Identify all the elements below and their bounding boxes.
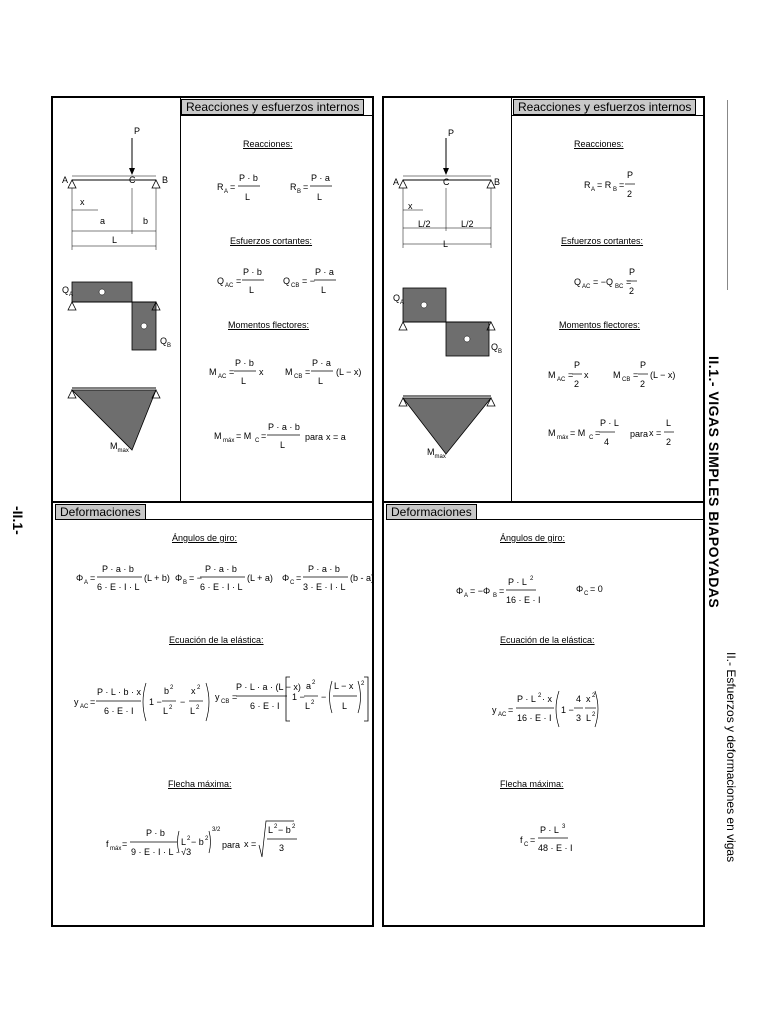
svg-text:L: L (163, 706, 169, 716)
svg-text:L: L (249, 285, 255, 295)
svg-text:2: 2 (187, 836, 191, 842)
svg-text:16 · E · I: 16 · E · I (517, 713, 552, 723)
left-divider (180, 97, 181, 502)
svg-text:x: x (191, 686, 196, 696)
svg-text:L: L (305, 701, 311, 711)
svg-text:− b: − b (191, 837, 204, 847)
svg-text:CB: CB (221, 699, 230, 705)
svg-text:2: 2 (312, 680, 316, 686)
svg-text:(L + b): (L + b) (144, 573, 170, 583)
svg-text:3/2: 3/2 (212, 827, 221, 833)
svg-text:=: = (568, 370, 574, 380)
left-section-line (52, 501, 373, 503)
svg-text:2: 2 (629, 286, 635, 296)
svg-text:Φ: Φ (76, 573, 84, 583)
right-label-A: A (393, 177, 400, 187)
right-header-line (512, 115, 704, 116)
svg-text:=: = (305, 367, 311, 377)
svg-text:Φ: Φ (576, 584, 584, 594)
left-tab-deformations: Deformaciones (55, 504, 146, 520)
svg-text:=: = (261, 431, 267, 441)
left-label-L: L (112, 235, 118, 245)
left-formula-moment (205, 353, 365, 393)
svg-text:M: M (548, 370, 556, 380)
page-number: -II.1- (10, 506, 26, 535)
svg-text:P · L: P · L (508, 577, 527, 587)
svg-text:AC: AC (557, 377, 566, 383)
svg-text:L: L (318, 376, 324, 386)
svg-text:A: A (591, 187, 596, 193)
right-heading-cortantes: Esfuerzos cortantes: (561, 236, 644, 246)
left-heading-giro: Ángulos de giro: (172, 533, 238, 543)
svg-text:x: x (584, 370, 589, 380)
svg-text:−: − (321, 692, 327, 702)
svg-text:1 −: 1 − (561, 705, 574, 715)
right-heading-momentos: Momentos flectores: (559, 320, 641, 330)
svg-text:3 · E · I · L: 3 · E · I · L (303, 582, 346, 592)
left-label-QB: $Q_B$ (160, 336, 172, 349)
svg-text:B: B (493, 593, 498, 599)
right-moment-area (403, 398, 491, 454)
svg-text:2: 2 (640, 379, 646, 389)
svg-text:=: = (633, 370, 639, 380)
svg-text:L: L (245, 192, 251, 202)
svg-text:9 · E · I · L · √3: 9 · E · I · L · √3 (131, 847, 192, 857)
svg-text:B: B (297, 189, 302, 195)
svg-text:L: L (181, 837, 187, 847)
svg-text:P · b: P · b (243, 267, 262, 277)
svg-text:(L + a): (L + a) (247, 573, 273, 583)
svg-text:= −: = − (189, 573, 203, 583)
svg-text:L: L (342, 701, 348, 711)
right-tab-reactions: Reacciones y esfuerzos internos (513, 99, 696, 115)
svg-text:= R: = R (597, 180, 612, 190)
svg-text:R: R (584, 180, 591, 190)
svg-text:=: = (530, 835, 536, 845)
svg-text:(b - a): (b - a) (350, 573, 375, 583)
svg-text:b: b (164, 686, 170, 696)
svg-text:= M: = M (570, 428, 586, 438)
svg-text:C: C (589, 435, 594, 441)
svg-text:6 · E · I · L: 6 · E · I · L (97, 582, 140, 592)
svg-text:máx: máx (110, 846, 122, 852)
left-para-2: para (222, 840, 241, 850)
svg-text:f: f (106, 839, 109, 849)
svg-text:y: y (215, 692, 220, 702)
svg-text:Φ: Φ (456, 586, 464, 596)
right-def-line (459, 519, 704, 520)
side-rule (727, 100, 728, 290)
left-heading-reacciones: Reacciones: (243, 139, 293, 149)
svg-text:=: = (122, 839, 128, 849)
svg-text:R: R (290, 182, 297, 192)
svg-text:2: 2 (170, 685, 174, 691)
svg-text:= −Q: = −Q (593, 277, 614, 287)
svg-text:P · a · b: P · a · b (308, 564, 340, 574)
svg-text:Q: Q (574, 277, 582, 287)
svg-text:A: A (224, 189, 229, 195)
right-formula-flecha (518, 819, 578, 863)
svg-text:L: L (268, 825, 274, 835)
right-formula-shear (572, 263, 652, 303)
left-label-P: P (134, 126, 141, 136)
left-formula-reactions (212, 168, 362, 208)
svg-text:y: y (492, 705, 497, 715)
svg-text:Q: Q (217, 276, 225, 286)
left-formula-flecha (104, 817, 304, 867)
right-section-line (383, 501, 704, 503)
right-formula-reactions (580, 166, 660, 206)
right-tab-deformations: Deformaciones (386, 504, 477, 520)
left-label-A: A (62, 175, 69, 185)
svg-text:(L − x): (L − x) (336, 367, 362, 377)
svg-text:P · a · b: P · a · b (102, 564, 134, 574)
right-formula-mmax (545, 414, 619, 454)
svg-text:2: 2 (592, 693, 596, 699)
left-tab-reactions: Reacciones y esfuerzos internos (181, 99, 364, 115)
svg-text:6 · E · I: 6 · E · I (250, 701, 280, 711)
svg-text:x =: x = (244, 839, 257, 849)
svg-text:=: = (508, 705, 514, 715)
svg-text:Q: Q (283, 276, 291, 286)
svg-text:2: 2 (169, 705, 173, 711)
svg-text:3: 3 (562, 824, 566, 830)
svg-text:M: M (548, 428, 556, 438)
svg-text:L: L (666, 418, 672, 428)
svg-text:P: P (574, 360, 581, 370)
right-label-QB: $Q_B$ (491, 342, 503, 355)
svg-text:CB: CB (291, 283, 300, 289)
svg-text:=: = (236, 276, 242, 286)
svg-text:L: L (586, 713, 592, 723)
left-label-QA: $Q_A$ (62, 285, 74, 298)
svg-text:=: = (90, 697, 96, 707)
right-para: para (630, 429, 649, 439)
svg-text:· x: · x (542, 694, 552, 704)
left-label-x: x (80, 197, 85, 207)
svg-text:6 · E · I · L: 6 · E · I · L (200, 582, 243, 592)
svg-text:4: 4 (576, 694, 582, 704)
svg-text:AC: AC (582, 284, 591, 290)
right-label-L: L (443, 239, 449, 249)
svg-text:=: = (90, 573, 96, 583)
svg-text:1 −: 1 − (149, 697, 162, 707)
svg-text:2: 2 (592, 712, 596, 718)
svg-text:P: P (640, 360, 647, 370)
right-label-QA: $Q_A$ (393, 293, 405, 306)
svg-text:2: 2 (574, 379, 580, 389)
right-divider (511, 97, 512, 502)
right-label-Mmax: $M_{max}$ (427, 447, 446, 460)
svg-text:AC: AC (218, 374, 227, 380)
svg-text:=: = (595, 428, 601, 438)
svg-text:M: M (209, 367, 217, 377)
left-label-C: C (129, 175, 136, 185)
left-para-1: para (305, 432, 324, 442)
left-heading-flecha: Flecha máxima: (168, 779, 232, 789)
right-heading-reacciones: Reacciones: (574, 139, 624, 149)
svg-text:P · a · b: P · a · b (205, 564, 237, 574)
svg-text:M: M (613, 370, 621, 380)
svg-text:P · L · b · x: P · L · b · x (97, 687, 142, 697)
svg-text:x: x (586, 694, 591, 704)
svg-text:BC: BC (615, 284, 624, 290)
svg-text:R: R (217, 182, 224, 192)
svg-text:2: 2 (530, 576, 534, 582)
left-label-b: b (143, 216, 149, 226)
svg-text:=: = (619, 180, 625, 190)
left-header-line (181, 115, 373, 116)
svg-text:2: 2 (196, 705, 200, 711)
svg-text:L: L (280, 440, 286, 450)
svg-text:2: 2 (361, 681, 365, 687)
svg-text:1 −: 1 − (292, 692, 305, 702)
left-formula-shear (212, 264, 362, 300)
svg-text:2: 2 (292, 824, 296, 830)
left-heading-cortantes: Esfuerzos cortantes: (230, 236, 313, 246)
svg-text:C: C (524, 842, 529, 848)
svg-text:x =: x = (649, 428, 662, 438)
right-formula-elastica (490, 683, 600, 733)
svg-text:P · a · b: P · a · b (268, 422, 300, 432)
svg-text:L: L (321, 285, 327, 295)
svg-text:P · L: P · L (517, 694, 536, 704)
svg-text:P · b: P · b (235, 358, 254, 368)
svg-text:B: B (613, 187, 618, 193)
right-label-L2b: L/2 (461, 219, 474, 229)
svg-text:48 · E · I: 48 · E · I (538, 843, 573, 853)
right-label-P: P (448, 128, 455, 138)
right-heading-flecha: Flecha máxima: (500, 779, 564, 789)
svg-text:P: P (627, 170, 634, 180)
svg-text:L − x: L − x (334, 681, 354, 691)
svg-text:a: a (306, 681, 312, 691)
left-label-Mmax: $M_{max}$ (110, 441, 129, 454)
svg-text:=: = (232, 692, 238, 702)
right-heading-giro: Ángulos de giro: (500, 533, 566, 543)
svg-text:=: = (499, 586, 505, 596)
svg-text:y: y (74, 697, 79, 707)
svg-text:=: = (626, 277, 632, 287)
svg-text:6 · E · I: 6 · E · I (104, 706, 134, 716)
svg-text:Φ: Φ (175, 573, 183, 583)
svg-text:= M: = M (236, 431, 252, 441)
svg-text:CB: CB (294, 374, 303, 380)
svg-text:2: 2 (205, 836, 209, 842)
right-x-eq-L2 (648, 414, 676, 454)
svg-text:L: L (190, 706, 196, 716)
right-heading-elastica: Ecuación de la elástica: (500, 635, 595, 645)
svg-text:−: − (180, 697, 186, 707)
svg-text:= −: = − (302, 276, 316, 286)
chapter-title: II.- Esfuerzos y deformaciones en vigas (724, 652, 738, 863)
right-beam-diagram (383, 118, 511, 463)
left-heading-elastica: Ecuación de la elástica: (169, 635, 264, 645)
svg-text:C: C (255, 438, 260, 444)
svg-text:− b: − b (278, 825, 291, 835)
svg-text:máx: máx (557, 435, 569, 441)
svg-text:P · a: P · a (311, 173, 330, 183)
right-formula-moment (545, 356, 680, 396)
svg-text:= 0: = 0 (590, 584, 603, 594)
svg-text:A: A (464, 593, 469, 599)
left-label-a: a (100, 216, 106, 226)
svg-text:AC: AC (225, 283, 234, 289)
left-formula-angles (72, 557, 375, 601)
right-label-B: B (494, 177, 501, 187)
left-formula-mmax (210, 417, 310, 457)
left-def-line (128, 519, 373, 520)
svg-text:A: A (84, 580, 89, 586)
svg-text:P · a: P · a (315, 267, 334, 277)
right-label-C: C (443, 177, 450, 187)
svg-text:(L − x): (L − x) (650, 370, 676, 380)
svg-text:2: 2 (538, 693, 542, 699)
svg-text:=: = (303, 182, 309, 192)
svg-text:AC: AC (80, 704, 89, 710)
svg-text:= −Φ: = −Φ (470, 586, 491, 596)
left-x-eq-a: x = a (326, 432, 346, 442)
svg-text:CB: CB (622, 377, 631, 383)
svg-text:B: B (183, 580, 188, 586)
svg-text:P · b: P · b (239, 173, 258, 183)
right-label-x: x (408, 201, 413, 211)
svg-text:f: f (520, 835, 523, 845)
svg-text:4: 4 (604, 437, 610, 447)
svg-text:P: P (629, 267, 636, 277)
svg-text:2: 2 (311, 700, 315, 706)
svg-text:3: 3 (576, 713, 582, 723)
svg-text:AC: AC (498, 712, 507, 718)
svg-text:Φ: Φ (282, 573, 290, 583)
svg-text:2: 2 (666, 437, 672, 447)
svg-text:x: x (259, 367, 264, 377)
svg-text:L: L (317, 192, 323, 202)
svg-text:=: = (230, 182, 236, 192)
svg-text:L: L (241, 376, 247, 386)
svg-text:2: 2 (197, 685, 201, 691)
svg-text:=: = (296, 573, 302, 583)
svg-text:3: 3 (279, 843, 285, 853)
section-title: II.1.- VIGAS SIMPLES BIAPOYADAS (706, 356, 722, 609)
svg-text:máx: máx (223, 438, 235, 444)
left-label-B: B (162, 175, 169, 185)
svg-text:P · a: P · a (312, 358, 331, 368)
svg-text:P · L: P · L (600, 418, 619, 428)
svg-text:C: C (290, 580, 295, 586)
svg-text:C: C (584, 591, 589, 597)
svg-text:P · L · a · (L − x): P · L · a · (L − x) (236, 682, 301, 692)
left-formula-elastica (70, 673, 370, 729)
svg-text:P · L: P · L (540, 825, 559, 835)
right-label-L2a: L/2 (418, 219, 431, 229)
svg-text:=: = (229, 367, 235, 377)
left-heading-momentos: Momentos flectores: (228, 320, 310, 330)
right-formula-angles (456, 570, 616, 614)
svg-text:P · b: P · b (146, 828, 165, 838)
svg-text:M: M (214, 431, 222, 441)
svg-text:M: M (285, 367, 293, 377)
svg-text:2: 2 (627, 189, 633, 199)
svg-text:2: 2 (274, 824, 278, 830)
svg-text:16 · E · I: 16 · E · I (506, 595, 541, 605)
